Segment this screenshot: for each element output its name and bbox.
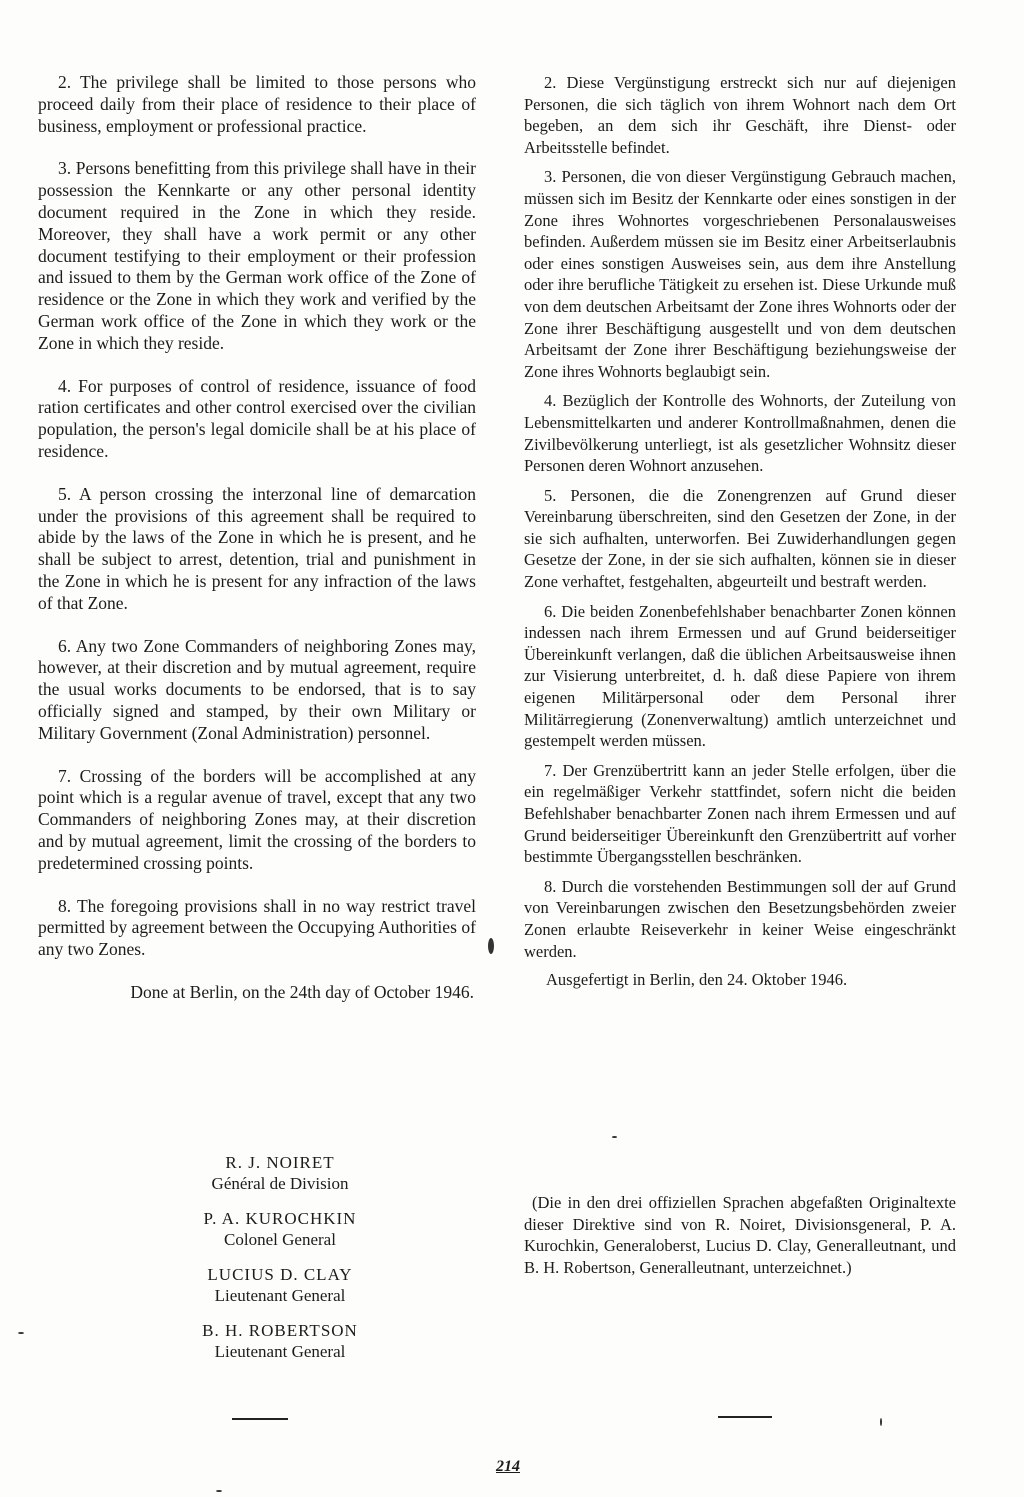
signatory xyxy=(130,1320,430,1362)
signatory xyxy=(130,1152,430,1194)
german-paragraph-4: 4. Bezüglich der Kontrolle des Wohnorts, der Zuteilung von Lebensmittelkarten und anderer Kontrollmaßnahmen, denen die Zivilbevölkerung unterliegt, ist als gesetzlicher Wohnsitz dieser Personen deren Wohnort anzusehen. xyxy=(524,391,956,476)
signatory-title: Lieutenant General xyxy=(214,1342,346,1361)
german-done-line: Ausgefertigt in Berlin, den 24. Oktober 1946. xyxy=(546,970,848,990)
english-paragraph-3: 3. Persons benefitting from this privilege shall have in their possession the Kennkarte or any other personal identity document required in the Zone in which they reside. Moreover, they shall have a work permit or any other document testifying to their employment or their profession and issued to them by the German work office of the Zone of residence or the Zone in which they work and verified by the German work office of the Zone in which they work or the Zone in which they reside. xyxy=(38,158,476,353)
english-paragraph-7: 7. Crossing of the borders will be accomplished at any point which is a regular avenue of travel, except that any two Commanders of neighboring Zones may, at their discretion and by mutual agreement, limit the crossing of the borders to predetermined crossing points. xyxy=(38,765,476,873)
signatory-name: R. J. NOIRET xyxy=(225,1153,335,1172)
english-paragraph-8: 8. The foregoing provisions shall in no way restrict travel permitted by agreement between the Occupying Authorities of any two Zones. xyxy=(38,895,476,960)
ink-speck xyxy=(880,1418,882,1426)
signatory-name: LUCIUS D. CLAY xyxy=(207,1265,353,1284)
english-column xyxy=(38,72,476,1003)
english-done-line: Done at Berlin, on the 24th day of October 1946. xyxy=(130,981,474,1002)
signatory-title: Général de Division xyxy=(211,1174,349,1193)
page-number: 214 xyxy=(496,1458,520,1475)
ink-speck xyxy=(612,1136,617,1138)
signatory-title: Colonel General xyxy=(224,1230,336,1249)
signatory-name: B. H. ROBERTSON xyxy=(202,1321,358,1340)
ink-speck xyxy=(18,1332,24,1334)
ink-speck xyxy=(216,1490,222,1492)
german-paragraph-6: 6. Die beiden Zonenbefehlshaber benachbarter Zonen können indessen nach ihrem Ermessen und auf Grund beiderseitiger Übereinkunft verlangen, daß die üblichen Arbeitsausweise ihnen zur Visierung unterbreitet, d. h. daß diese Papiere von ihrem eigenen Militärpersonal oder dem Personal ihrer Militärregierung (Zonenverwaltung) amtlich unterzeichnet und gestempelt werden müssen. xyxy=(524,601,956,751)
signatory-name: P. A. KUROCHKIN xyxy=(203,1209,357,1228)
signatory xyxy=(130,1208,430,1250)
signature-block xyxy=(130,1152,430,1376)
signatory-title: Lieutenant General xyxy=(214,1286,346,1305)
english-paragraph-2: 2. The privilege shall be limited to those persons who proceed daily from their place of residence to their place of business, employment or professional practice. xyxy=(38,72,476,136)
german-footnote: (Die in den drei offiziellen Sprachen abgefaßten Originaltexte dieser Direktive sind von R. Noiret, Divisionsgeneral, P. A. Kurochkin, Generaloberst, Lucius D. Clay, Generalleutnant, und B. H. Robertson, Generalleutnant, unterzeichnet.) xyxy=(524,1193,956,1277)
ink-speck xyxy=(488,938,494,954)
german-paragraph-8: 8. Durch die vorstehenden Bestimmungen soll der auf Grund von Vereinbarungen zwischen den Besetzungsbehörden zweier Zonen erlaubte Reiseverkehr in keiner Weise eingeschränkt werden. xyxy=(524,876,956,961)
right-divider xyxy=(718,1416,772,1418)
german-paragraph-2: 2. Diese Vergünstigung erstreckt sich nur auf diejenigen Personen, die sich täglich von ihrem Wohnort nach dem Ort begeben, an dem sich ihr Geschäft, ihre Dienst- oder Arbeitsstelle befindet. xyxy=(524,73,956,157)
german-paragraph-3: 3. Personen, die von dieser Vergünstigung Gebrauch machen, müssen sich im Besitz der Kennkarte oder eines sonstigen in der Zone ihres Wohnortes vorgeschriebenen Personalausweises befinden. Außerdem müssen sie im Besitz einer Arbeitserlaubnis oder eines sonstigen Ausweises sein, aus dem ihre Anstellung oder ihre berufliche Tätigkeit zu ersehen ist. Diese Urkunde muß von dem deutschen Arbeitsamt der Zone ihres Wohnorts oder der Zone ihrer Beschäftigung ausgestellt und von dem deutschen Arbeitsamt der Zone ihrer Beschäftigung beziehungsweise der Zone ihres Wohnorts beglaubigt sein. xyxy=(524,167,956,381)
german-column xyxy=(524,72,956,990)
left-divider xyxy=(232,1418,288,1420)
german-paragraph-5: 5. Personen, die die Zonengrenzen auf Grund dieser Vereinbarung überschreiten, sind den Gesetzen der Zone, in der sie sich aufhalten, unterworfen. Bei Zuwiderhandlungen gegen Gesetze der Zone, in der sie sich aufhalten, können sie in dieser Zone verhaftet, festgehalten, abgeurteilt und bestraft werden. xyxy=(524,485,956,592)
english-paragraph-5: 5. A person crossing the interzonal line of demarcation under the provisions of this agreement shall be required to abide by the laws of the Zone in which he is present, and he shall be subject to arrest, detention, trial and punishment in the Zone in which he is present for any infraction of the laws of that Zone. xyxy=(38,483,476,613)
english-paragraph-6: 6. Any two Zone Commanders of neighboring Zones may, however, at their discretion and by mutual agreement, require the usual works documents to be endorsed, that is to say officially signed and stamped, by their own Military or Military Government (Zonal Administration) personnel. xyxy=(38,635,476,743)
english-paragraph-4: 4. For purposes of control of residence, issuance of food ration certificates and other control exercised over the civilian population, the person's legal domicile shall be at his place of residence. xyxy=(38,375,476,461)
signatory xyxy=(130,1264,430,1306)
german-paragraph-7: 7. Der Grenzübertritt kann an jeder Stelle erfolgen, über die ein regelmäßiger Verkehr stattfindet, sofern nicht die beiden Befehlshaber benachbarter Zonen nach ihrem Ermessen und auf Grund beiderseitiger Übereinkunft den Grenzübertritt auf vorher bestimmte Übergangsstellen beschränken. xyxy=(524,760,956,867)
